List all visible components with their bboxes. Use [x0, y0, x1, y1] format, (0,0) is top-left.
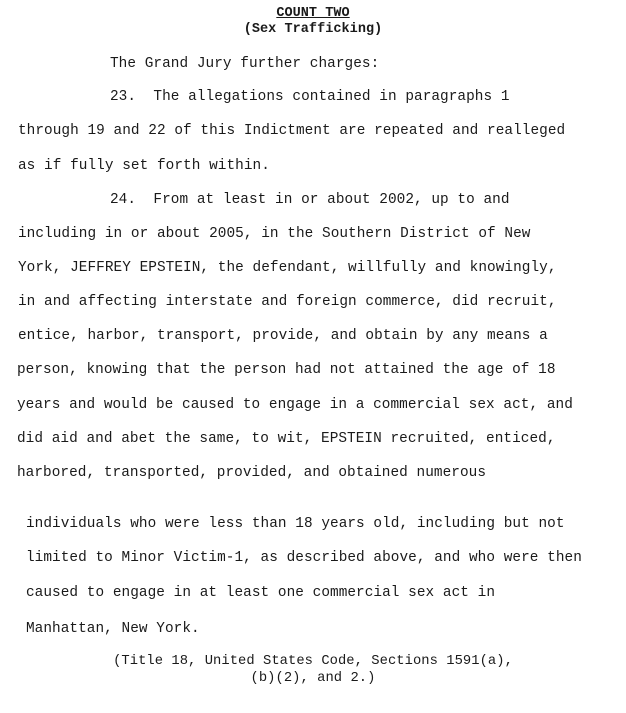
statute-citation-line: (Title 18, United States Code, Sections 1591(a), — [113, 654, 513, 669]
paragraph-23-line: as if fully set forth within. — [18, 158, 270, 174]
paragraph-24-continued-line: individuals who were less than 18 years old, including but not — [26, 516, 565, 532]
statute-citation-line: (b)(2), and 2.) — [250, 671, 376, 686]
paragraph-24-line: harbored, transported, provided, and obtained numerous — [17, 465, 487, 481]
count-title: COUNT TWO — [276, 6, 350, 21]
paragraph-23-line: through 19 and 22 of this Indictment are repeated and realleged — [18, 123, 566, 139]
paragraph-24-line: 24. From at least in or about 2002, up to and — [110, 192, 510, 208]
paragraph-24-line: entice, harbor, transport, provide, and obtain by any means a — [18, 328, 548, 344]
paragraph-24-continued-line: Manhattan, New York. — [26, 621, 200, 637]
intro-line: The Grand Jury further charges: — [110, 56, 380, 72]
paragraph-24-continued-line: caused to engage in at least one commercial sex act in — [26, 585, 496, 601]
paragraph-23-line: 23. The allegations contained in paragraphs 1 — [110, 89, 510, 105]
paragraph-24-line: York, JEFFREY EPSTEIN, the defendant, willfully and knowingly, — [18, 260, 557, 276]
paragraph-24-line: including in or about 2005, in the Southern District of New — [18, 226, 531, 242]
paragraph-24-line: person, knowing that the person had not attained the age of 18 — [17, 362, 556, 378]
paragraph-24-continued-line: limited to Minor Victim-1, as described above, and who were then — [26, 550, 582, 566]
paragraph-24-line: in and affecting interstate and foreign commerce, did recruit, — [18, 294, 557, 310]
count-subtitle: (Sex Trafficking) — [243, 22, 383, 37]
paragraph-24-line: did aid and abet the same, to wit, EPSTEIN recruited, enticed, — [17, 431, 556, 447]
paragraph-24-line: years and would be caused to engage in a commercial sex act, and — [17, 397, 573, 413]
